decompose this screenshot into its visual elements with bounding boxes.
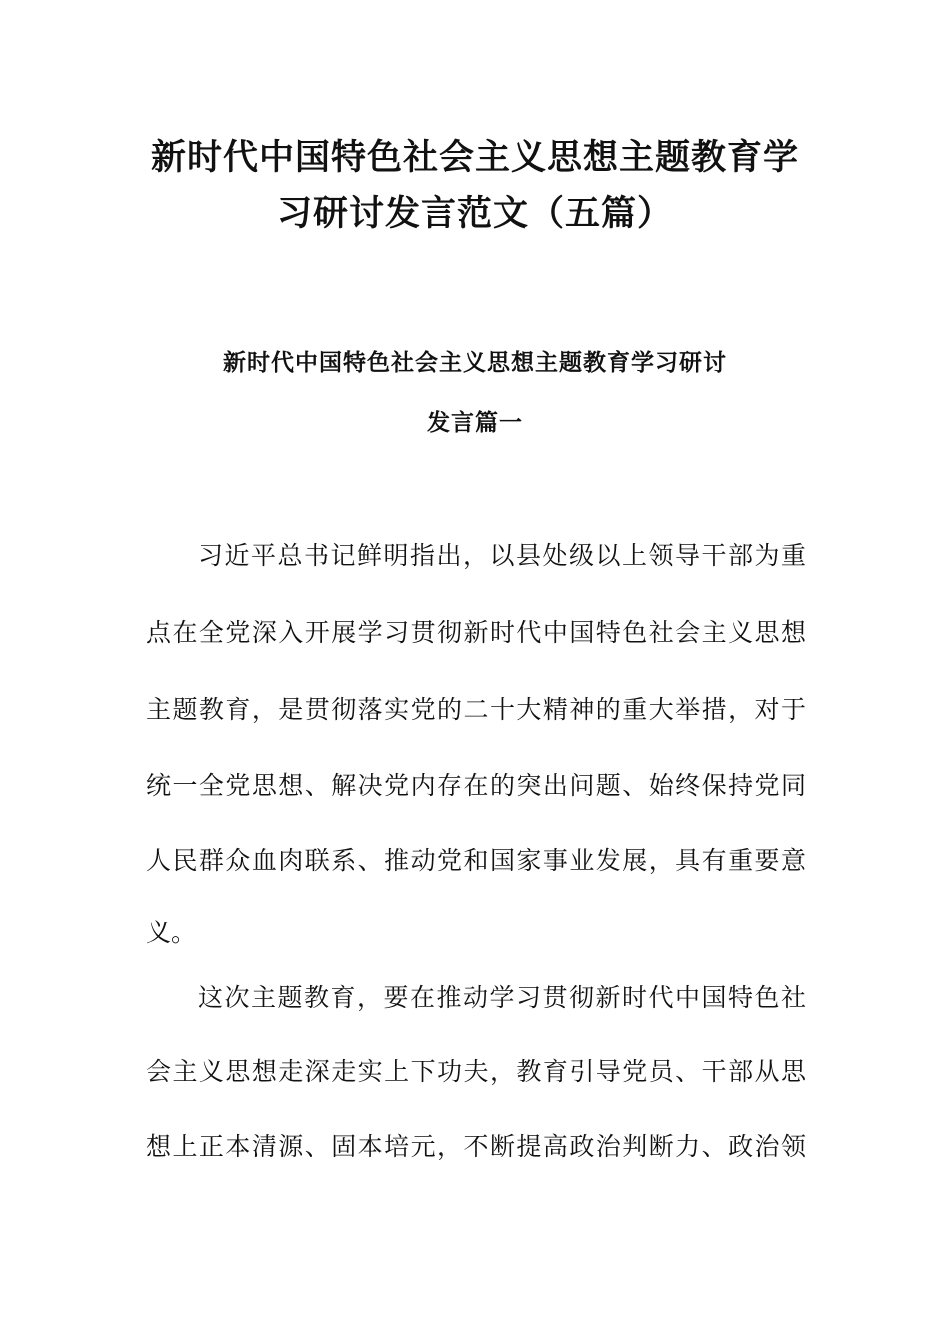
body-paragraph-1-line-1: 习近平总书记鲜明指出，以县处级以上领导干部为重 [198,541,806,570]
document-title-line-2: 习研讨发言范文（五篇） [276,194,673,234]
body-paragraph-1-line-2: 点在全党深入开展学习贯彻新时代中国特色社会主义思想 [146,618,806,647]
section-title-line-2: 发言篇一 [427,409,523,436]
body-paragraph-2-line-3: 想上正本清源、固本培元，不断提高政治判断力、政治领 [146,1132,806,1161]
body-paragraph-1-line-6: 义。 [146,918,197,947]
body-paragraph-1-line-3: 主题教育，是贯彻落实党的二十大精神的重大举措，对于 [146,695,806,724]
section-title-line-1: 新时代中国特色社会主义思想主题教育学习研讨 [223,349,727,376]
body-paragraph-1-line-5: 人民群众血肉联系、推动党和国家事业发展，具有重要意 [146,846,806,875]
body-paragraph-2-line-2: 会主义思想走深走实上下功夫，教育引导党员、干部从思 [146,1057,806,1086]
document-title-line-1: 新时代中国特色社会主义思想主题教育学 [150,138,799,178]
body-paragraph-1-line-4: 统一全党思想、解决党内存在的突出问题、始终保持党同 [146,771,806,800]
body-paragraph-2-line-1: 这次主题教育，要在推动学习贯彻新时代中国特色社 [198,983,806,1012]
